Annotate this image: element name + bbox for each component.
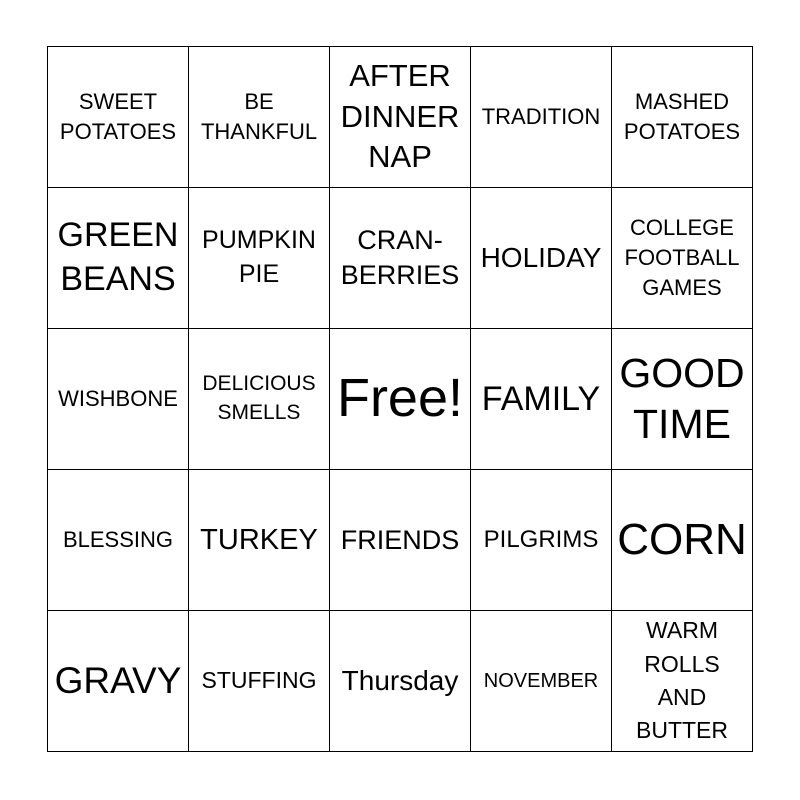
bingo-cell-r2c5[interactable]	[612, 188, 753, 329]
cell-label: GOOD TIME	[619, 349, 745, 447]
bingo-cell-r5c4[interactable]	[471, 611, 612, 752]
bingo-cell-r3c4[interactable]	[471, 329, 612, 470]
cell-label: GREEN BEANS	[57, 216, 179, 298]
cell-label: CORN	[617, 514, 747, 564]
cell-label: DELICIOUS SMELLS	[202, 372, 316, 424]
cell-label: COLLEGE FOOTBALL GAMES	[624, 215, 740, 300]
cell-label: AFTER DINNER NAP	[340, 57, 460, 175]
bingo-cell-r2c1[interactable]	[48, 188, 189, 329]
bingo-cell-r1c5[interactable]	[612, 47, 753, 188]
cell-label: TRADITION	[481, 103, 601, 129]
bingo-cell-r4c3[interactable]	[330, 470, 471, 611]
bingo-cell-r4c4[interactable]	[471, 470, 612, 611]
cell-label: GRAVY	[54, 659, 182, 701]
bingo-cell-r5c5[interactable]	[612, 611, 753, 752]
cell-label: SWEET POTATOES	[59, 89, 177, 144]
bingo-cell-r2c3[interactable]	[330, 188, 471, 329]
cell-label: WARM ROLLS AND BUTTER	[636, 617, 728, 744]
cell-label: STUFFING	[201, 667, 317, 694]
cell-label: PILGRIMS	[483, 525, 599, 553]
cell-label: FAMILY	[481, 379, 601, 418]
bingo-cell-r3c2[interactable]	[189, 329, 330, 470]
cell-label: BLESSING	[62, 526, 174, 552]
bingo-cell-r1c2[interactable]	[189, 47, 330, 188]
cell-label: NOVEMBER	[483, 670, 599, 692]
bingo-cell-r5c3[interactable]	[330, 611, 471, 752]
bingo-cell-r3c1[interactable]	[48, 329, 189, 470]
cell-label: BE THANKFUL	[200, 89, 318, 144]
bingo-cell-r5c2[interactable]	[189, 611, 330, 752]
bingo-cell-r1c3[interactable]	[330, 47, 471, 188]
bingo-cell-r2c4[interactable]	[471, 188, 612, 329]
bingo-cell-r5c1[interactable]	[48, 611, 189, 752]
bingo-cell-r4c2[interactable]	[189, 470, 330, 611]
free-space-cell[interactable]	[330, 329, 471, 470]
cell-label: MASHED POTATOES	[623, 89, 741, 144]
bingo-cell-r3c5[interactable]	[612, 329, 753, 470]
bingo-cell-r1c4[interactable]	[471, 47, 612, 188]
cell-label: FRIENDS	[340, 524, 460, 555]
bingo-cell-r2c2[interactable]	[189, 188, 330, 329]
cell-label: HOLIDAY	[480, 242, 602, 274]
cell-label: TURKEY	[200, 523, 318, 556]
bingo-cell-r4c5[interactable]	[612, 470, 753, 611]
cell-label: PUMPKIN PIE	[202, 226, 316, 288]
cell-label: Thursday	[341, 665, 459, 697]
bingo-cell-r4c1[interactable]	[48, 470, 189, 611]
bingo-board	[47, 46, 753, 752]
cell-label: WISHBONE	[58, 385, 178, 411]
cell-label: CRAN- BERRIES	[340, 224, 460, 290]
free-space-label: Free!	[336, 368, 464, 429]
bingo-cell-r1c1[interactable]	[48, 47, 189, 188]
